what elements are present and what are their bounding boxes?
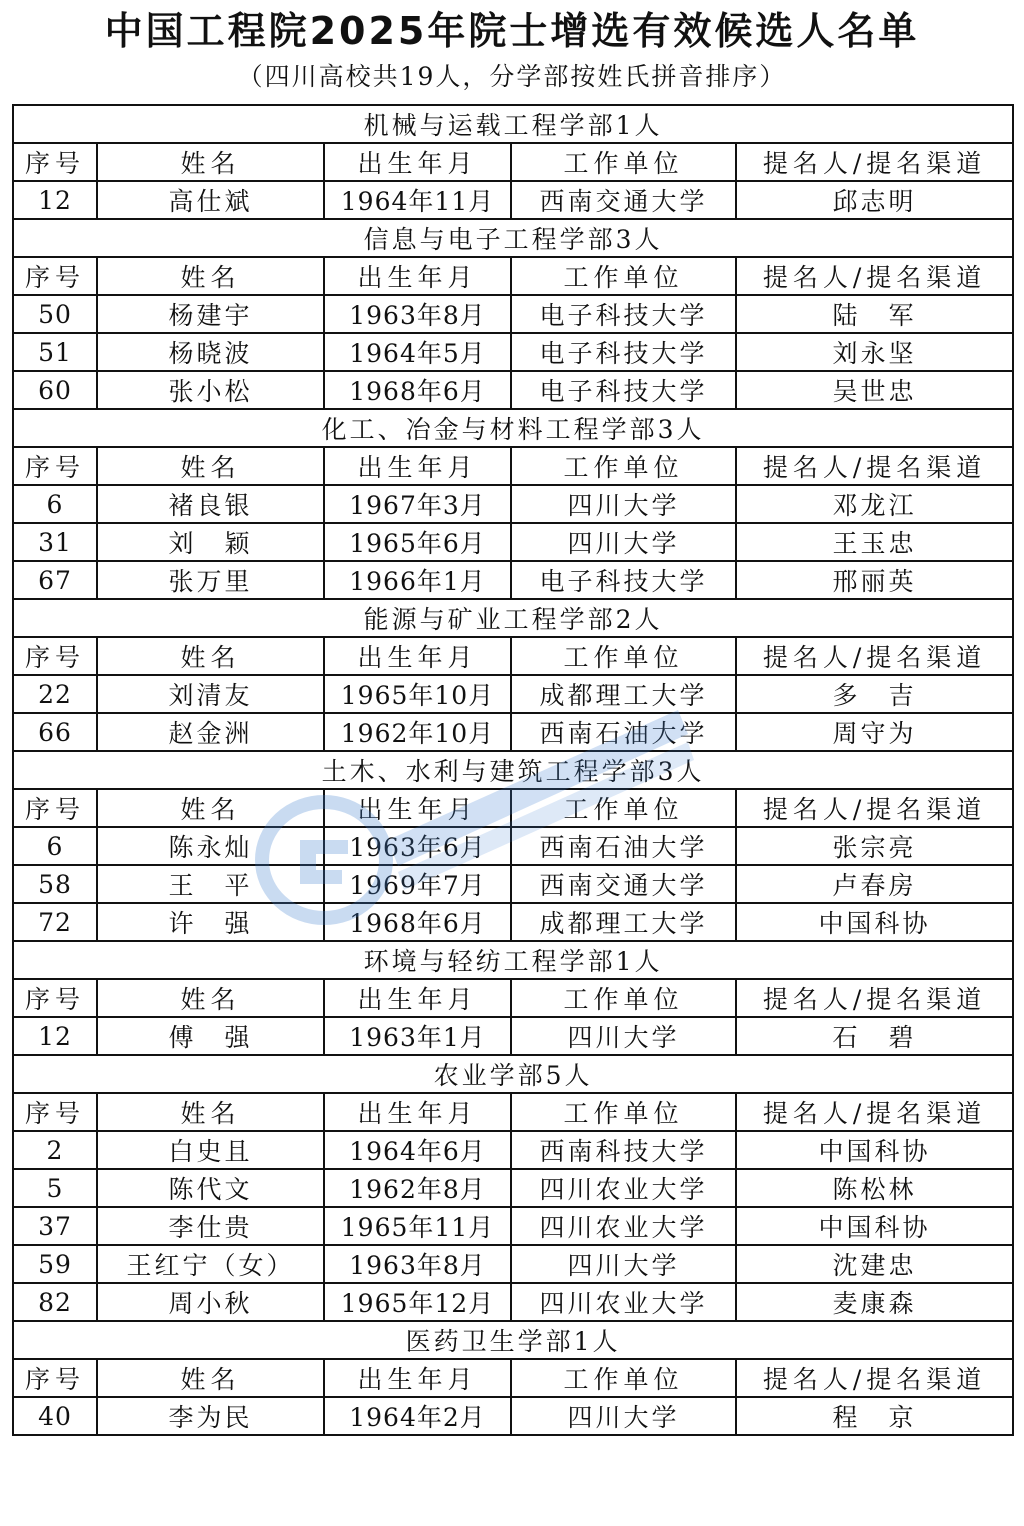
table-row: [13, 295, 1013, 333]
name-cell: 许 强: [97, 903, 324, 941]
header-unit: 工作单位: [511, 447, 736, 485]
serial-cell: 67: [13, 561, 97, 599]
serial-cell: 58: [13, 865, 97, 903]
nominator-cell: 沈建忠: [736, 1245, 1013, 1283]
unit-cell: 四川大学: [511, 1397, 736, 1435]
header-name: 姓名: [97, 637, 324, 675]
table-row: [13, 1397, 1013, 1435]
serial-cell: 37: [13, 1207, 97, 1245]
section-row: [13, 105, 1013, 143]
unit-cell: 西南交通大学: [511, 865, 736, 903]
page-title: 中国工程院2025年院士增选有效候选人名单: [104, 9, 920, 53]
header-row: [13, 1359, 1013, 1397]
header-birth: 出生年月: [324, 257, 511, 295]
header-unit: 工作单位: [511, 789, 736, 827]
unit-cell: 西南石油大学: [511, 713, 736, 751]
header-birth: 出生年月: [324, 1093, 511, 1131]
birth-cell: 1967年3月: [324, 485, 511, 523]
serial-cell: 12: [13, 1017, 97, 1055]
birth-cell: 1968年6月: [324, 371, 511, 409]
unit-cell: 电子科技大学: [511, 561, 736, 599]
birth-cell: 1966年1月: [324, 561, 511, 599]
section-title: 机械与运载工程学部1人: [13, 105, 1013, 143]
candidate-table-body: [13, 105, 1013, 1435]
nominator-cell: 中国科协: [736, 1131, 1013, 1169]
nominator-cell: 程 京: [736, 1397, 1013, 1435]
serial-cell: 50: [13, 295, 97, 333]
header-row: [13, 789, 1013, 827]
table-row: [13, 675, 1013, 713]
header-name: 姓名: [97, 257, 324, 295]
header-name: 姓名: [97, 1359, 324, 1397]
name-cell: 王 平: [97, 865, 324, 903]
header-nominator: 提名人/提名渠道: [736, 143, 1013, 181]
unit-cell: 电子科技大学: [511, 371, 736, 409]
serial-cell: 5: [13, 1169, 97, 1207]
birth-cell: 1962年8月: [324, 1169, 511, 1207]
table-row: [13, 1283, 1013, 1321]
nominator-cell: 张宗亮: [736, 827, 1013, 865]
unit-cell: 四川农业大学: [511, 1207, 736, 1245]
table-row: [13, 1245, 1013, 1283]
section-row: [13, 599, 1013, 637]
section-row: [13, 409, 1013, 447]
table-row: [13, 181, 1013, 219]
birth-cell: 1964年5月: [324, 333, 511, 371]
nominator-cell: 陆 军: [736, 295, 1013, 333]
serial-cell: 31: [13, 523, 97, 561]
header-unit: 工作单位: [511, 637, 736, 675]
table-row: [13, 371, 1013, 409]
name-cell: 李仕贵: [97, 1207, 324, 1245]
header-serial: 序号: [13, 257, 97, 295]
section-title: 农业学部5人: [13, 1055, 1013, 1093]
section-title: 化工、冶金与材料工程学部3人: [13, 409, 1013, 447]
header-serial: 序号: [13, 1093, 97, 1131]
header-birth: 出生年月: [324, 979, 511, 1017]
birth-cell: 1965年6月: [324, 523, 511, 561]
birth-cell: 1963年8月: [324, 295, 511, 333]
name-cell: 陈永灿: [97, 827, 324, 865]
serial-cell: 82: [13, 1283, 97, 1321]
name-cell: 高仕斌: [97, 181, 324, 219]
nominator-cell: 中国科协: [736, 1207, 1013, 1245]
name-cell: 张万里: [97, 561, 324, 599]
serial-cell: 40: [13, 1397, 97, 1435]
section-title: 环境与轻纺工程学部1人: [13, 941, 1013, 979]
header-row: [13, 979, 1013, 1017]
birth-cell: 1963年8月: [324, 1245, 511, 1283]
header-birth: 出生年月: [324, 447, 511, 485]
unit-cell: 四川大学: [511, 1245, 736, 1283]
section-row: [13, 219, 1013, 257]
header-unit: 工作单位: [511, 257, 736, 295]
name-cell: 王红宁（女）: [97, 1245, 324, 1283]
nominator-cell: 邱志明: [736, 181, 1013, 219]
serial-cell: 59: [13, 1245, 97, 1283]
unit-cell: 西南交通大学: [511, 181, 736, 219]
unit-cell: 成都理工大学: [511, 903, 736, 941]
nominator-cell: 刘永坚: [736, 333, 1013, 371]
birth-cell: 1965年11月: [324, 1207, 511, 1245]
birth-cell: 1968年6月: [324, 903, 511, 941]
section-row: [13, 1055, 1013, 1093]
header-serial: 序号: [13, 789, 97, 827]
nominator-cell: 陈松林: [736, 1169, 1013, 1207]
serial-cell: 66: [13, 713, 97, 751]
serial-cell: 12: [13, 181, 97, 219]
nominator-cell: 周守为: [736, 713, 1013, 751]
nominator-cell: 吴世忠: [736, 371, 1013, 409]
header-unit: 工作单位: [511, 1093, 736, 1131]
nominator-cell: 石 碧: [736, 1017, 1013, 1055]
unit-cell: 西南石油大学: [511, 827, 736, 865]
section-title: 能源与矿业工程学部2人: [13, 599, 1013, 637]
table-row: [13, 1131, 1013, 1169]
birth-cell: 1963年1月: [324, 1017, 511, 1055]
header-nominator: 提名人/提名渠道: [736, 789, 1013, 827]
name-cell: 陈代文: [97, 1169, 324, 1207]
header-nominator: 提名人/提名渠道: [736, 1093, 1013, 1131]
name-cell: 杨晓波: [97, 333, 324, 371]
unit-cell: 四川农业大学: [511, 1283, 736, 1321]
header-serial: 序号: [13, 1359, 97, 1397]
section-title: 医药卫生学部1人: [13, 1321, 1013, 1359]
serial-cell: 6: [13, 485, 97, 523]
unit-cell: 成都理工大学: [511, 675, 736, 713]
birth-cell: 1969年7月: [324, 865, 511, 903]
header-unit: 工作单位: [511, 979, 736, 1017]
birth-cell: 1964年6月: [324, 1131, 511, 1169]
header-birth: 出生年月: [324, 637, 511, 675]
name-cell: 褚良银: [97, 485, 324, 523]
unit-cell: 四川大学: [511, 523, 736, 561]
table-row: [13, 1169, 1013, 1207]
name-cell: 杨建宇: [97, 295, 324, 333]
header-unit: 工作单位: [511, 143, 736, 181]
table-row: [13, 485, 1013, 523]
nominator-cell: 麦康森: [736, 1283, 1013, 1321]
unit-cell: 电子科技大学: [511, 295, 736, 333]
serial-cell: 72: [13, 903, 97, 941]
unit-cell: 西南科技大学: [511, 1131, 736, 1169]
header-nominator: 提名人/提名渠道: [736, 979, 1013, 1017]
header-serial: 序号: [13, 447, 97, 485]
nominator-cell: 卢春房: [736, 865, 1013, 903]
name-cell: 傅 强: [97, 1017, 324, 1055]
birth-cell: 1964年2月: [324, 1397, 511, 1435]
birth-cell: 1962年10月: [324, 713, 511, 751]
header-name: 姓名: [97, 1093, 324, 1131]
serial-cell: 22: [13, 675, 97, 713]
nominator-cell: 邢丽英: [736, 561, 1013, 599]
header-row: [13, 143, 1013, 181]
section-row: [13, 1321, 1013, 1359]
table-row: [13, 1207, 1013, 1245]
section-row: [13, 941, 1013, 979]
table-row: [13, 865, 1013, 903]
header-serial: 序号: [13, 979, 97, 1017]
candidate-table: [12, 104, 1014, 1436]
name-cell: 周小秋: [97, 1283, 324, 1321]
serial-cell: 60: [13, 371, 97, 409]
serial-cell: 2: [13, 1131, 97, 1169]
unit-cell: 四川大学: [511, 485, 736, 523]
section-title: 信息与电子工程学部3人: [13, 219, 1013, 257]
header-birth: 出生年月: [324, 143, 511, 181]
table-row: [13, 333, 1013, 371]
name-cell: 刘清友: [97, 675, 324, 713]
header-birth: 出生年月: [324, 1359, 511, 1397]
page-subtitle: （四川高校共19人，分学部按姓氏拼音排序）: [237, 62, 787, 91]
name-cell: 刘 颖: [97, 523, 324, 561]
name-cell: 李为民: [97, 1397, 324, 1435]
table-row: [13, 523, 1013, 561]
nominator-cell: 中国科协: [736, 903, 1013, 941]
unit-cell: 电子科技大学: [511, 333, 736, 371]
name-cell: 赵金洲: [97, 713, 324, 751]
header-row: [13, 1093, 1013, 1131]
table-row: [13, 903, 1013, 941]
unit-cell: 四川农业大学: [511, 1169, 736, 1207]
header-unit: 工作单位: [511, 1359, 736, 1397]
birth-cell: 1963年6月: [324, 827, 511, 865]
header-name: 姓名: [97, 447, 324, 485]
table-row: [13, 713, 1013, 751]
header-serial: 序号: [13, 637, 97, 675]
name-cell: 张小松: [97, 371, 324, 409]
header-row: [13, 447, 1013, 485]
name-cell: 白史且: [97, 1131, 324, 1169]
birth-cell: 1965年12月: [324, 1283, 511, 1321]
table-row: [13, 561, 1013, 599]
header-nominator: 提名人/提名渠道: [736, 257, 1013, 295]
birth-cell: 1964年11月: [324, 181, 511, 219]
section-row: [13, 751, 1013, 789]
header-nominator: 提名人/提名渠道: [736, 637, 1013, 675]
header-nominator: 提名人/提名渠道: [736, 447, 1013, 485]
birth-cell: 1965年10月: [324, 675, 511, 713]
nominator-cell: 王玉忠: [736, 523, 1013, 561]
table-row: [13, 827, 1013, 865]
nominator-cell: 多 吉: [736, 675, 1013, 713]
header-name: 姓名: [97, 789, 324, 827]
header-name: 姓名: [97, 979, 324, 1017]
table-row: [13, 1017, 1013, 1055]
header-row: [13, 257, 1013, 295]
unit-cell: 四川大学: [511, 1017, 736, 1055]
nominator-cell: 邓龙江: [736, 485, 1013, 523]
header-nominator: 提名人/提名渠道: [736, 1359, 1013, 1397]
header-name: 姓名: [97, 143, 324, 181]
serial-cell: 6: [13, 827, 97, 865]
header-birth: 出生年月: [324, 789, 511, 827]
serial-cell: 51: [13, 333, 97, 371]
section-title: 土木、水利与建筑工程学部3人: [13, 751, 1013, 789]
header-row: [13, 637, 1013, 675]
header-serial: 序号: [13, 143, 97, 181]
